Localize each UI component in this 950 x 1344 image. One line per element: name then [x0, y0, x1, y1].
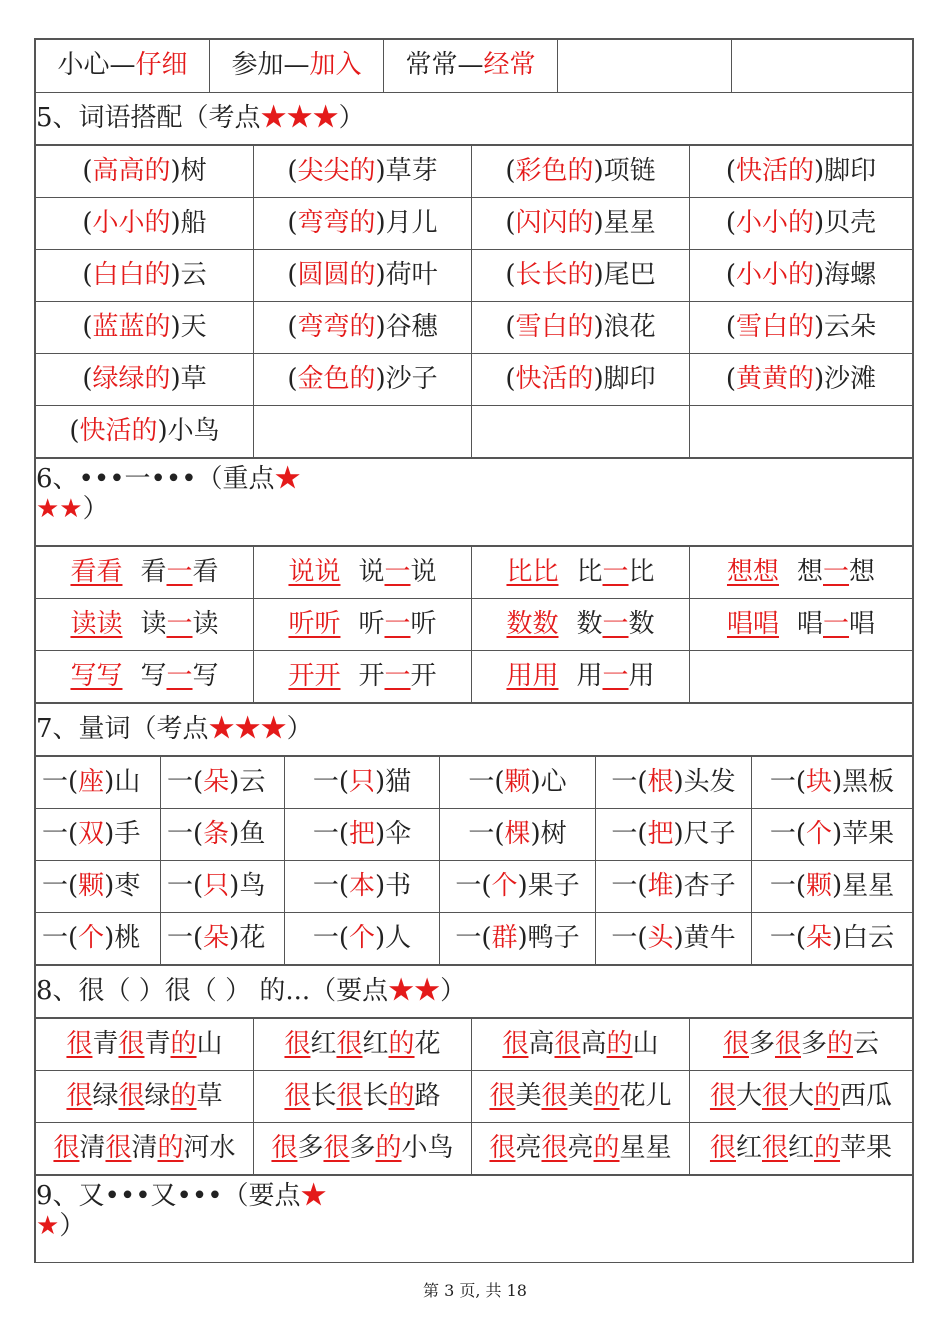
reduplication-cell: 读读 读一读: [36, 599, 254, 651]
star-icon: ★: [300, 1181, 327, 1211]
empty-cell: [254, 406, 472, 458]
phrase-cell: (圆圆的)荷叶: [254, 250, 472, 302]
reduplication-cell: 用用 用一用: [472, 651, 690, 703]
phrase-cell: (快活的)小鸟: [36, 406, 254, 458]
reduplication-cell: 想想 想一想: [690, 547, 913, 599]
measure-word-cell: 一(双)手: [36, 809, 161, 861]
section-7-header: [35, 703, 913, 756]
section-8-header: [35, 965, 913, 1018]
empty-cell: [690, 651, 913, 703]
measure-word-cell: 一(把)尺子: [596, 809, 752, 861]
phrase-cell: (闪闪的)星星: [472, 198, 690, 250]
phrase-cell: (高高的)树: [36, 146, 254, 198]
phrase-cell: (快活的)脚印: [472, 354, 690, 406]
star-icon: ★: [274, 464, 301, 494]
empty-cell: [690, 406, 913, 458]
phrase-cell: (黄黄的)沙滩: [690, 354, 913, 406]
worksheet: [34, 38, 914, 1263]
measure-word-cell: 一(颗)枣: [36, 861, 161, 913]
measure-word-cell: 一(个)桃: [36, 913, 161, 965]
hen-phrase-cell: 很长很长的路: [254, 1071, 472, 1123]
section-7-title: 7、量词（考点★★★）: [36, 713, 313, 744]
section-6-title: 6、•••一•••（重点★ ★★）: [36, 464, 301, 524]
measure-word-cell: 一(头)黄牛: [596, 913, 752, 965]
measure-word-cell: 一(个)苹果: [752, 809, 913, 861]
section-header-cell: [36, 459, 913, 546]
section-5-table: [35, 145, 913, 458]
reduplication-cell: 看看 看一看: [36, 547, 254, 599]
section-6-header: [35, 458, 913, 546]
section-header-cell: [36, 966, 913, 1018]
hen-phrase-cell: 很多很多的云: [690, 1019, 913, 1071]
star-icon: ★: [36, 1210, 60, 1241]
section-7-table: [35, 756, 913, 965]
measure-word-cell: 一(只)鸟: [161, 861, 285, 913]
reduplication-cell: 比比 比一比: [472, 547, 690, 599]
hen-phrase-cell: 很绿很绿的草: [36, 1071, 254, 1123]
measure-word-cell: 一(群)鸭子: [440, 913, 596, 965]
measure-word-cell: 一(条)鱼: [161, 809, 285, 861]
hen-phrase-cell: 很美很美的花儿: [472, 1071, 690, 1123]
measure-word-cell: 一(朵)白云: [752, 913, 913, 965]
reduplication-cell: 唱唱 唱一唱: [690, 599, 913, 651]
measure-word-cell: 一(只)猫: [285, 757, 440, 809]
measure-word-cell: 一(颗)心: [440, 757, 596, 809]
phrase-cell: (雪白的)浪花: [472, 302, 690, 354]
measure-word-cell: 一(把)伞: [285, 809, 440, 861]
empty-cell: [472, 406, 690, 458]
phrase-cell: (小小的)海螺: [690, 250, 913, 302]
phrase-cell: (雪白的)云朵: [690, 302, 913, 354]
reduplication-cell: 开开 开一开: [254, 651, 472, 703]
section-5-title: 5、词语搭配（考点★★★）: [36, 102, 365, 133]
section-8-title: 8、很（ ）很（ ） 的...（要点★★）: [36, 975, 467, 1006]
measure-word-cell: 一(个)果子: [440, 861, 596, 913]
phrase-cell: (蓝蓝的)天: [36, 302, 254, 354]
hen-phrase-cell: 很高很高的山: [472, 1019, 690, 1071]
section-5-header: [35, 93, 913, 145]
section-9-title: 9、又•••又•••（要点★ ★）: [36, 1181, 327, 1241]
phrase-cell: (绿绿的)草: [36, 354, 254, 406]
phrase-cell: (彩色的)项链: [472, 146, 690, 198]
synonym-table: [35, 39, 913, 93]
measure-word-cell: 一(座)山: [36, 757, 161, 809]
hen-phrase-cell: 很红很红的花: [254, 1019, 472, 1071]
phrase-cell: (弯弯的)谷穗: [254, 302, 472, 354]
section-6-table: [35, 546, 913, 703]
section-8-table: [35, 1018, 913, 1175]
hen-phrase-cell: 很清很清的河水: [36, 1123, 254, 1175]
hen-phrase-cell: 很青很青的山: [36, 1019, 254, 1071]
section-9-header: [35, 1175, 913, 1262]
phrase-cell: (金色的)沙子: [254, 354, 472, 406]
phrase-cell: (长长的)尾巴: [472, 250, 690, 302]
measure-word-cell: 一(堆)杏子: [596, 861, 752, 913]
reduplication-cell: 听听 听一听: [254, 599, 472, 651]
reduplication-cell: 数数 数一数: [472, 599, 690, 651]
hen-phrase-cell: 很大很大的西瓜: [690, 1071, 913, 1123]
measure-word-cell: 一(朵)花: [161, 913, 285, 965]
star-icon: ★★★: [260, 102, 339, 133]
synonym-cell: 参加—加入: [210, 40, 384, 93]
section-header-cell: [36, 704, 913, 756]
empty-cell: [558, 40, 732, 93]
reduplication-cell: 写写 写一写: [36, 651, 254, 703]
phrase-cell: (弯弯的)月儿: [254, 198, 472, 250]
synonym-cell: 常常—经常: [384, 40, 558, 93]
measure-word-cell: 一(块)黑板: [752, 757, 913, 809]
measure-word-cell: 一(个)人: [285, 913, 440, 965]
measure-word-cell: 一(颗)星星: [752, 861, 913, 913]
reduplication-cell: 说说 说一说: [254, 547, 472, 599]
hen-phrase-cell: 很红很红的苹果: [690, 1123, 913, 1175]
star-icon: ★★★: [208, 713, 287, 744]
measure-word-cell: 一(棵)树: [440, 809, 596, 861]
phrase-cell: (尖尖的)草芽: [254, 146, 472, 198]
page-number: 第 3 页, 共 18: [423, 1281, 527, 1300]
phrase-cell: (快活的)脚印: [690, 146, 913, 198]
synonym-cell: 小心—仔细: [36, 40, 210, 93]
star-icon: ★★: [388, 975, 441, 1006]
hen-phrase-cell: 很亮很亮的星星: [472, 1123, 690, 1175]
empty-cell: [732, 40, 913, 93]
section-header-cell: [36, 93, 913, 145]
phrase-cell: (白白的)云: [36, 250, 254, 302]
star-icon: ★★: [36, 493, 83, 524]
phrase-cell: (小小的)贝壳: [690, 198, 913, 250]
measure-word-cell: 一(根)头发: [596, 757, 752, 809]
hen-phrase-cell: 很多很多的小鸟: [254, 1123, 472, 1175]
section-header-cell: [36, 1176, 913, 1263]
measure-word-cell: 一(朵)云: [161, 757, 285, 809]
phrase-cell: (小小的)船: [36, 198, 254, 250]
measure-word-cell: 一(本)书: [285, 861, 440, 913]
